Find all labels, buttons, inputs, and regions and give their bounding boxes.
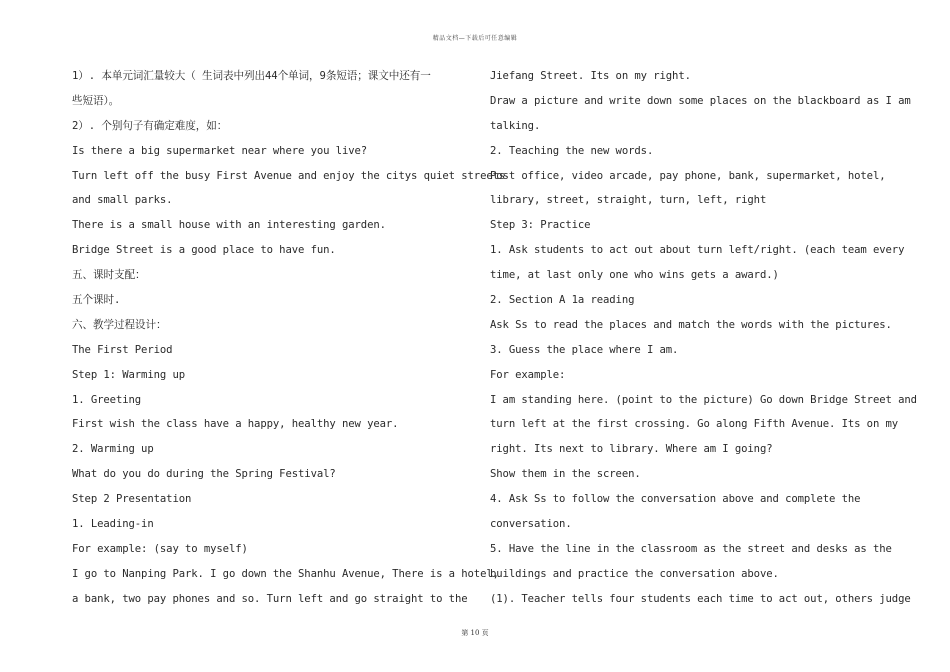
text-line: time, at last only one who wins gets a award.) — [490, 269, 779, 282]
text-line: For example: (say to myself) — [72, 542, 248, 555]
period-heading: The First Period — [72, 343, 173, 356]
text-line: (1). Teacher tells four students each time to act out, others judge — [490, 592, 911, 605]
page-header: 精品文档—下载后可任意编辑 — [432, 35, 518, 42]
text-line: Draw a picture and write down some places on the blackboard as I am — [490, 94, 911, 107]
text-line: a bank, two pay phones and so. Turn left and go straight to the — [72, 592, 468, 605]
text-line: Jiefang Street. Its on my right. — [490, 70, 691, 82]
step-heading: Step 2 Presentation — [72, 493, 192, 506]
text-line: 1. Greeting — [72, 393, 142, 406]
text-line: talking. — [490, 119, 541, 132]
text-line: Show them in the screen. — [490, 468, 641, 481]
text-line: 1. Ask students to act out about turn left/right. (each team every — [490, 244, 905, 257]
text-line: 2）. 个别句子有确定难度，如： — [72, 119, 228, 132]
text-line: First wish the class have a happy, healthy new year. — [72, 418, 399, 431]
text-line: right. Its next to library. Where am I going? — [490, 443, 773, 456]
text-line: 五个课时. — [72, 294, 121, 307]
text-line: 5. Have the line in the classroom as the street and desks as the — [490, 542, 892, 555]
text-line: For example: — [490, 368, 566, 381]
text-line: What do you do during the Spring Festival? — [72, 468, 336, 481]
text-line: I go to Nanping Park. I go down the Shanhu Avenue, There is a hotel, — [72, 567, 499, 580]
text-line: There is a small house with an interesting garden. — [72, 219, 386, 232]
text-line: Post office, video arcade, pay phone, bank, supermarket, hotel, — [490, 169, 886, 182]
text-line: library, street, straight, turn, left, right — [490, 194, 767, 207]
text-line: Bridge Street is a good place to have fun. — [72, 244, 336, 257]
text-line: Ask Ss to read the places and match the words with the pictures. — [490, 318, 892, 331]
text-line: I am standing here. (point to the picture) Go down Bridge Street and — [490, 393, 917, 406]
text-line: 3. Guess the place where I am. — [490, 343, 679, 356]
text-line: Is there a big supermarket near where you live? — [72, 144, 368, 157]
text-line: and small parks. — [72, 194, 173, 207]
step-heading: Step 3: Practice — [490, 219, 591, 232]
text-line: conversation. — [490, 518, 572, 531]
right-column — [490, 66, 917, 614]
text-line: 2. Section A 1a reading — [490, 294, 635, 307]
text-line: 1. Leading-in — [72, 518, 154, 531]
text-line: buildings and practice the conversation above. — [490, 567, 779, 580]
text-line: turn left at the first crossing. Go along Fifth Avenue. Its on my — [490, 418, 899, 431]
text-line: 4. Ask Ss to follow the conversation above and complete the — [490, 493, 861, 506]
section-heading: 五、课时支配： — [72, 269, 146, 282]
section-heading: 六、教学过程设计： — [72, 318, 167, 331]
page-number: 第 10 页 — [461, 629, 489, 637]
text-line: Turn left off the busy First Avenue and enjoy the citys quiet streets — [72, 169, 506, 182]
text-line: 2. Teaching the new words. — [490, 144, 654, 157]
left-column — [72, 66, 506, 614]
text-line: 些短语）。 — [72, 94, 120, 107]
text-line: 1）. 本单元词汇量较大（ 生词表中列出44个单词，9条短语；课文中还有一 — [72, 70, 431, 82]
step-heading: Step 1: Warming up — [72, 368, 186, 381]
text-line: 2. Warming up — [72, 443, 154, 456]
